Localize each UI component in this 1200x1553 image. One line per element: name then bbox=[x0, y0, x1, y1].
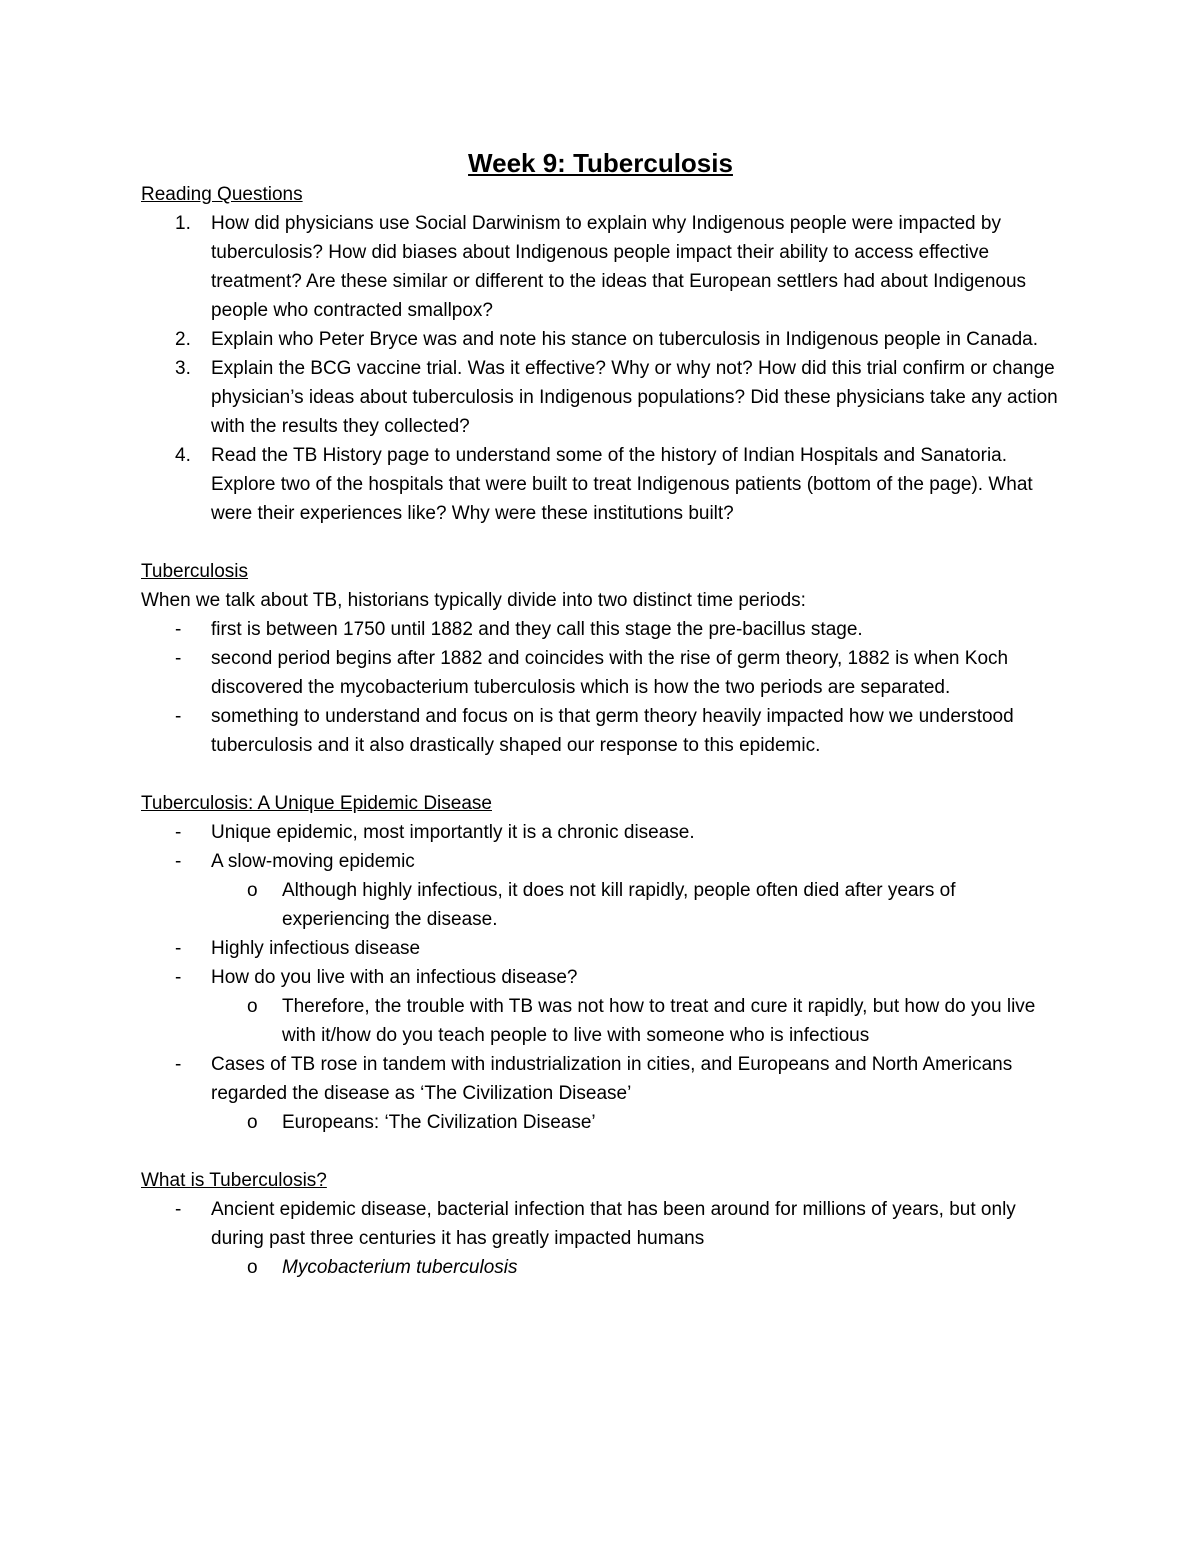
reading-questions-list bbox=[141, 209, 1060, 528]
list-item bbox=[141, 963, 1060, 992]
dash-bullet: - bbox=[175, 706, 182, 727]
dash-bullet: - bbox=[175, 822, 182, 843]
list-number: 2. bbox=[175, 329, 191, 350]
list-item bbox=[141, 615, 1060, 644]
bullet-text: first is between 1750 until 1882 and they call this stage the pre-bacillus stage. bbox=[211, 619, 863, 640]
dash-bullet: - bbox=[175, 1199, 182, 1220]
sub-list-item bbox=[141, 992, 1060, 1050]
bullet-text: Cases of TB rose in tandem with industrialization in cities, and Europeans and North Americans regarded the disease as ‘The Civilization Disease’ bbox=[211, 1054, 1013, 1104]
question-text: Explain who Peter Bryce was and note his stance on tuberculosis in Indigenous people in Canada. bbox=[211, 329, 1039, 350]
unique-epidemic-bullets bbox=[141, 818, 1060, 1137]
question-text: Explain the BCG vaccine trial. Was it effective? Why or why not? How did this trial confirm or change physician’s ideas about tuberculosis in Indigenous populations? Did these physicians take any action with the results they collected? bbox=[211, 358, 1058, 437]
question-item bbox=[141, 325, 1060, 354]
circle-bullet: o bbox=[247, 1112, 258, 1133]
list-item bbox=[141, 644, 1060, 702]
question-text: How did physicians use Social Darwinism to explain why Indigenous people were impacted by tuberculosis? How did biases about Indigenous people impact their ability to access effective treatment? Are these similar or different to the ideas that European settlers had about Indigenous people who contracted smallpox? bbox=[211, 213, 1027, 321]
tuberculosis-intro: When we talk about TB, historians typically divide into two distinct time periods: bbox=[141, 590, 806, 611]
tuberculosis-heading: Tuberculosis bbox=[141, 561, 249, 582]
dash-bullet: - bbox=[175, 851, 182, 872]
list-item bbox=[141, 702, 1060, 760]
unique-epidemic-heading: Tuberculosis: A Unique Epidemic Disease bbox=[141, 793, 492, 814]
sub-list-item bbox=[141, 1253, 1060, 1282]
what-is-tuberculosis-heading: What is Tuberculosis? bbox=[141, 1170, 327, 1191]
list-item bbox=[141, 934, 1060, 963]
list-number: 3. bbox=[175, 358, 191, 379]
dash-bullet: - bbox=[175, 938, 182, 959]
bullet-text: Unique epidemic, most importantly it is a chronic disease. bbox=[211, 822, 695, 843]
bullet-text: How do you live with an infectious disease? bbox=[211, 967, 578, 988]
spacer bbox=[141, 1137, 1060, 1166]
what-is-tuberculosis-bullets bbox=[141, 1195, 1060, 1282]
bullet-text: something to understand and focus on is that germ theory heavily impacted how we understood tuberculosis and it also drastically shaped our response to this epidemic. bbox=[211, 706, 1014, 756]
question-item bbox=[141, 441, 1060, 528]
bullet-text: A slow-moving epidemic bbox=[211, 851, 415, 872]
spacer bbox=[141, 760, 1060, 789]
bullet-text: Highly infectious disease bbox=[211, 938, 421, 959]
list-number: 1. bbox=[175, 213, 191, 234]
sub-list-item bbox=[141, 1108, 1060, 1137]
list-item bbox=[141, 1195, 1060, 1253]
bullet-text: Ancient epidemic disease, bacterial infection that has been around for millions of years, but only during past three centuries it has greatly impacted humans bbox=[211, 1199, 1016, 1249]
question-item bbox=[141, 209, 1060, 325]
reading-questions-heading: Reading Questions bbox=[141, 184, 303, 205]
list-item bbox=[141, 818, 1060, 847]
dash-bullet: - bbox=[175, 619, 182, 640]
bullet-text: Although highly infectious, it does not kill rapidly, people often died after years of experiencing the disease. bbox=[282, 880, 956, 930]
list-item bbox=[141, 847, 1060, 876]
circle-bullet: o bbox=[247, 880, 258, 901]
page-title: Week 9: Tuberculosis bbox=[468, 148, 733, 178]
dash-bullet: - bbox=[175, 1054, 182, 1075]
bullet-text: second period begins after 1882 and coincides with the rise of germ theory, 1882 is when Koch discovered the mycobacterium tuberculosis which is how the two periods are separated. bbox=[211, 648, 1009, 698]
bullet-text: Mycobacterium tuberculosis bbox=[282, 1257, 518, 1278]
list-item bbox=[141, 1050, 1060, 1108]
circle-bullet: o bbox=[247, 996, 258, 1017]
spacer bbox=[141, 528, 1060, 557]
dash-bullet: - bbox=[175, 967, 182, 988]
bullet-text: Therefore, the trouble with TB was not how to treat and cure it rapidly, but how do you live with it/how do you teach people to live with someone who is infectious bbox=[282, 996, 1036, 1046]
tuberculosis-bullets bbox=[141, 615, 1060, 760]
sub-list-item bbox=[141, 876, 1060, 934]
circle-bullet: o bbox=[247, 1257, 258, 1278]
question-item bbox=[141, 354, 1060, 441]
list-number: 4. bbox=[175, 445, 191, 466]
dash-bullet: - bbox=[175, 648, 182, 669]
bullet-text: Europeans: ‘The Civilization Disease’ bbox=[282, 1112, 596, 1133]
question-text: Read the TB History page to understand some of the history of Indian Hospitals and Sanatoria. Explore two of the hospitals that were built to treat Indigenous patients (bottom of the page). What were their experiences like? Why were these institutions built? bbox=[211, 445, 1033, 524]
